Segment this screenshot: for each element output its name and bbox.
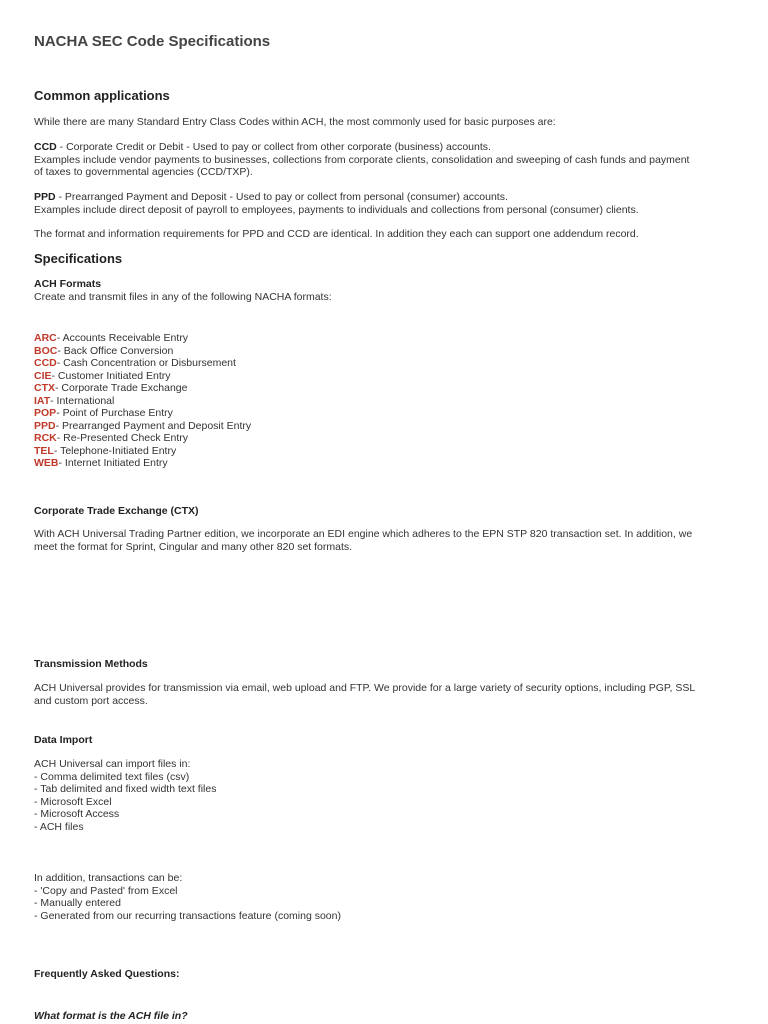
format-item-ctx — [34, 382, 251, 395]
transactions-intro: In addition, transactions can be: — [34, 872, 183, 884]
transmission-line1: ACH Universal provides for transmission via email, web upload and FTP. We provide for a large variety of security options, including PGP, SSL — [34, 682, 696, 694]
format-item-boc — [34, 345, 251, 358]
transmission-paragraph — [34, 682, 695, 707]
format-code: POP — [34, 407, 57, 419]
ppd-line1: - Prearranged Payment and Deposit - Used to pay or collect from personal (consumer) accounts. — [55, 191, 508, 203]
format-item-cie — [34, 370, 251, 383]
common-note: The format and information requirements for PPD and CCD are identical. In addition they each can support one addendum record. — [34, 228, 639, 240]
faq-heading: Frequently Asked Questions: — [34, 968, 180, 980]
format-description: - Telephone-Initiated Entry — [53, 444, 177, 457]
format-description: - Internet Initiated Entry — [58, 457, 168, 469]
format-code: CIE — [34, 369, 52, 382]
ccd-line3: of taxes to governmental agencies (CCD/TXP). — [34, 166, 253, 178]
ppd-paragraph — [34, 191, 639, 216]
list-item: - Microsoft Excel — [34, 795, 112, 808]
list-item: - Generated from our recurring transactions feature (coming soon) — [34, 909, 341, 922]
ach-formats-heading: ACH Formats — [34, 278, 102, 290]
data-import-heading: Data Import — [34, 734, 93, 746]
formats-intro: Create and transmit files in any of the following NACHA formats: — [34, 291, 332, 303]
format-code: IAT — [34, 394, 51, 407]
import-intro: ACH Universal can import files in: — [34, 758, 191, 770]
format-code: PPD — [34, 419, 56, 432]
format-description: - Cash Concentration or Disbursement — [56, 357, 236, 369]
format-item-ccd — [34, 357, 251, 370]
common-applications-heading: Common applications — [34, 88, 170, 103]
format-description: - International — [50, 394, 115, 407]
ctx-heading: Corporate Trade Exchange (CTX) — [34, 505, 199, 517]
format-code: CCD — [34, 357, 57, 369]
format-description: - Customer Initiated Entry — [51, 369, 171, 382]
format-description: - Accounts Receivable Entry — [56, 332, 189, 344]
format-code: WEB — [34, 457, 59, 469]
list-item: - ACH files — [34, 820, 84, 833]
ctx-paragraph — [34, 528, 692, 553]
format-description: - Corporate Trade Exchange — [55, 382, 188, 394]
ccd-code: CCD — [34, 141, 57, 153]
specifications-heading: Specifications — [34, 251, 123, 266]
format-item-arc — [34, 332, 251, 345]
list-item: - Microsoft Access — [34, 808, 120, 820]
list-item: - Comma delimited text files (csv) — [34, 770, 190, 783]
format-description: - Back Office Conversion — [57, 344, 174, 357]
ccd-line2: Examples include vendor payments to businesses, collections from corporate clients, consolidation and sweeping of cash funds and payment — [34, 153, 690, 166]
format-item-tel — [34, 445, 251, 458]
ppd-line2: Examples include direct deposit of payroll to employees, payments to individuals and collections from personal (consumer) clients. — [34, 203, 639, 216]
format-description: - Point of Purchase Entry — [56, 407, 173, 419]
format-item-pop — [34, 407, 251, 420]
transactions-list — [34, 872, 341, 922]
data-import-list — [34, 758, 216, 833]
common-intro: While there are many Standard Entry Class Codes within ACH, the most commonly used for basic purposes are: — [34, 116, 556, 128]
format-item-iat — [34, 395, 251, 408]
list-item: - Tab delimited and fixed width text files — [34, 783, 217, 795]
format-code: BOC — [34, 344, 58, 357]
format-code: CTX — [34, 382, 55, 394]
faq-question: What format is the ACH file in? — [34, 1010, 188, 1022]
ccd-line1: - Corporate Credit or Debit - Used to pay or collect from other corporate (business) accounts. — [56, 141, 491, 153]
transmission-line2: and custom port access. — [34, 694, 148, 707]
ctx-line2: meet the format for Sprint, Cingular and many other 820 set formats. — [34, 540, 353, 553]
format-item-web — [34, 457, 251, 470]
format-item-rck — [34, 432, 251, 445]
ppd-code: PPD — [34, 191, 56, 203]
ccd-paragraph — [34, 141, 689, 179]
format-code: ARC — [34, 332, 57, 344]
page-title: NACHA SEC Code Specifications — [34, 33, 271, 50]
ctx-line1: With ACH Universal Trading Partner edition, we incorporate an EDI engine which adheres to the EPN STP 820 transaction set. In addition, we — [34, 528, 693, 540]
formats-list — [34, 332, 251, 470]
transmission-heading: Transmission Methods — [34, 658, 148, 670]
list-item: - Manually entered — [34, 897, 121, 909]
format-code: RCK — [34, 432, 57, 444]
list-item: - 'Copy and Pasted' from Excel — [34, 884, 178, 897]
format-code: TEL — [34, 444, 54, 457]
format-description: - Re-Presented Check Entry — [56, 432, 189, 444]
format-description: - Prearranged Payment and Deposit Entry — [55, 419, 252, 432]
format-item-ppd — [34, 420, 251, 433]
